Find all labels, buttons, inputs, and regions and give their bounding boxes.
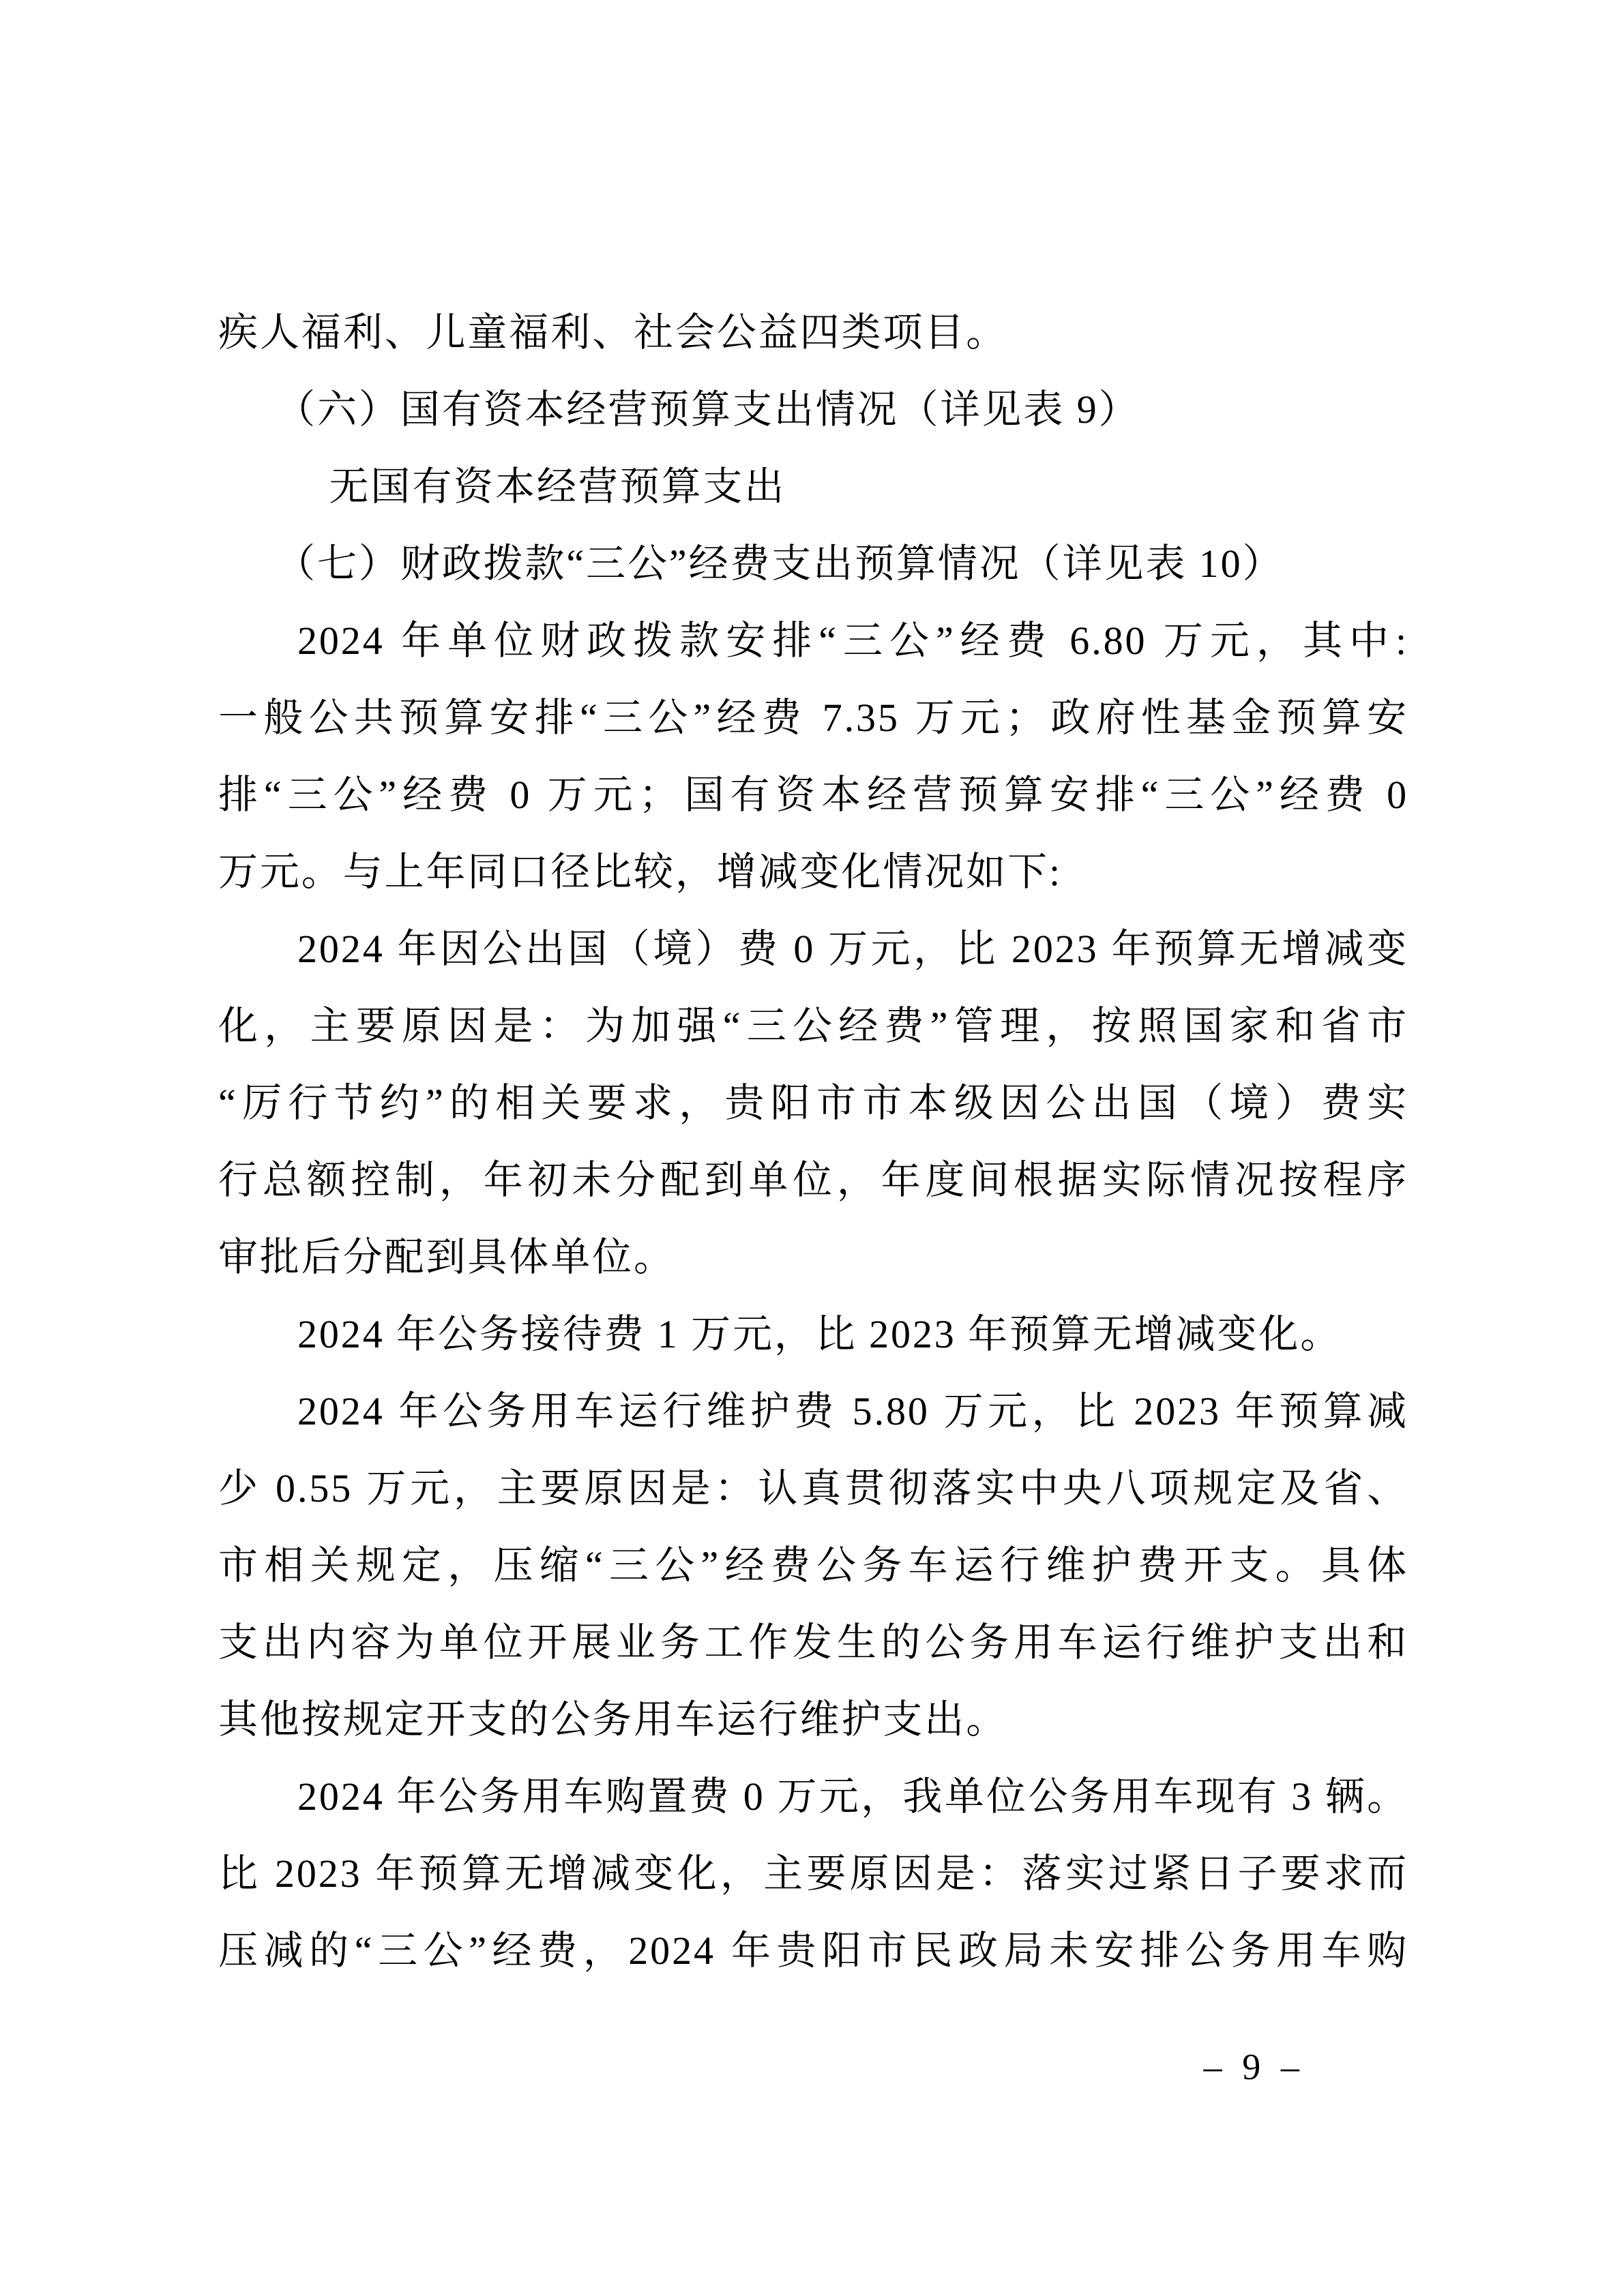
text-line: 市相关规定，压缩“三公”经费公务车运行维护费开支。具体: [218, 1543, 1408, 1587]
text-line: “厉行节约”的相关要求，贵阳市市本级因公出国（境）费实: [218, 1081, 1408, 1125]
text-line: 排“三公”经费 0 万元；国有资本经营预算安排“三公”经费 0: [218, 773, 1408, 817]
text-line: 支出内容为单位开展业务工作发生的公务用车运行维护支出和: [218, 1620, 1408, 1665]
text-line: 2024 年公务接待费 1 万元，比 2023 年预算无增减变化。: [297, 1312, 1342, 1356]
text-line: 压减的“三公”经费，2024 年贵阳市民政局未安排公务用车购: [218, 1928, 1408, 1973]
text-line: 无国有资本经营预算支出: [329, 464, 786, 509]
text-line: 疾人福利、儿童福利、社会公益四类项目。: [218, 310, 1008, 355]
text-line: 2024 年公务用车购置费 0 万元，我单位公务用车现有 3 辆。: [297, 1774, 1408, 1819]
text-line: 行总额控制，年初未分配到单位，年度间根据实际情况按程序: [218, 1158, 1408, 1202]
text-line: 其他按规定开支的公务用车运行维护支出。: [218, 1697, 1008, 1742]
section-heading-six: （六）国有资本经营预算支出情况（详见表 9）: [276, 387, 1140, 432]
text-line: 比 2023 年预算无增减变化，主要原因是：落实过紧日子要求而: [218, 1851, 1408, 1896]
document-body: [218, 294, 1408, 1989]
text-line: 审批后分配到具体单位。: [218, 1235, 675, 1279]
section-heading-seven: （七）财政拨款“三公”经费支出预算情况（详见表 10）: [276, 541, 1284, 586]
text-line: 万元。与上年同口径比较，增减变化情况如下:: [218, 850, 1063, 894]
text-line: 一般公共预算安排“三公”经费 7.35 万元；政府性基金预算安: [218, 696, 1408, 740]
page-number: – 9 –: [1203, 2046, 1305, 2087]
text-line: 2024 年因公出国（境）费 0 万元，比 2023 年预算无增减变: [297, 927, 1408, 971]
text-line: 2024 年单位财政拨款安排“三公”经费 6.80 万元，其中:: [297, 618, 1408, 663]
text-line: 少 0.55 万元，主要原因是：认真贯彻落实中央八项规定及省、: [218, 1466, 1408, 1510]
text-line: 化，主要原因是：为加强“三公经费”管理，按照国家和省市: [218, 1004, 1408, 1048]
text-line: 2024 年公务用车运行维护费 5.80 万元，比 2023 年预算减: [297, 1389, 1408, 1433]
